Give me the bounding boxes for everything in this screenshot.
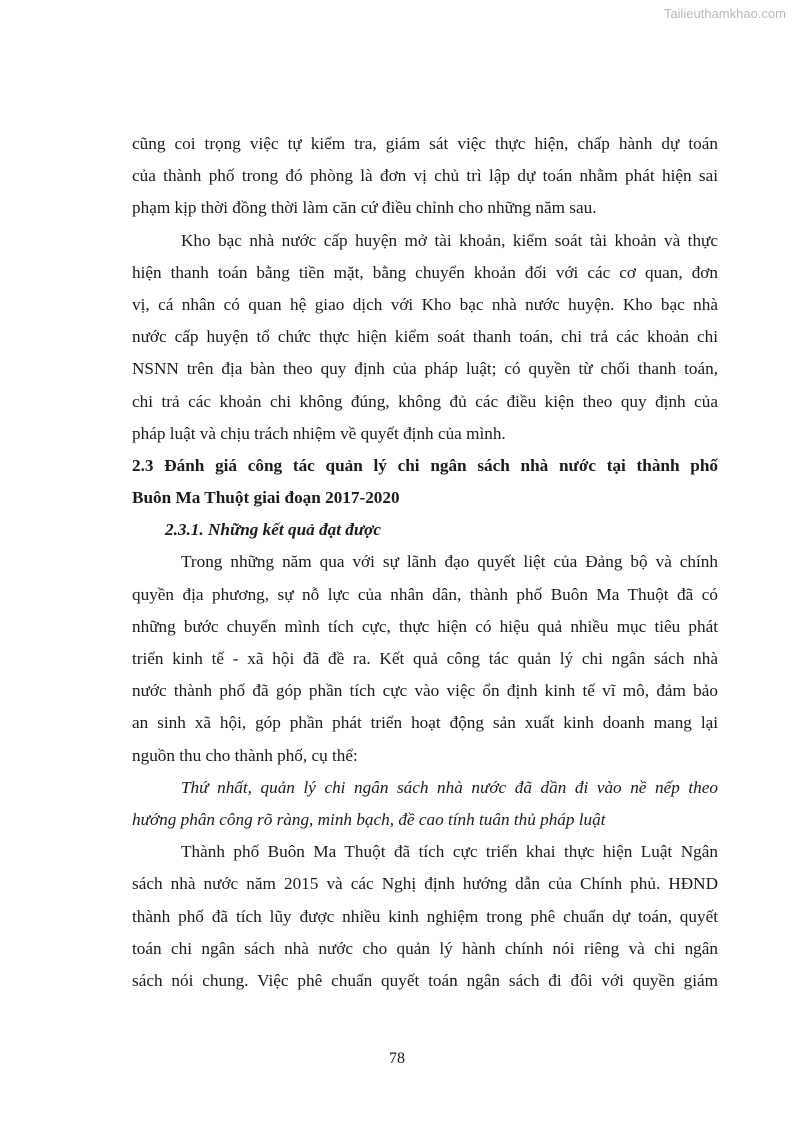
text-line: Trong những năm qua với sự lãnh đạo quyết liệt của Đảng bộ và chính	[181, 552, 718, 572]
text-line: an sinh xã hội, góp phần phát triển hoạt động sản xuất kinh doanh mang lại	[132, 713, 718, 733]
text-line: hiện thanh toán bằng tiền mặt, bằng chuyển khoản đối với các cơ quan, đơn	[132, 262, 718, 282]
text-line: nước cấp huyện tổ chức thực hiện kiểm soát thanh toán, chi trả các khoản chi	[132, 327, 718, 347]
text-line: nguồn thu cho thành phố, cụ thể:	[132, 745, 358, 765]
text-line: những bước chuyển mình tích cực, thực hiện có hiệu quả nhiều mục tiêu phát	[132, 616, 718, 636]
text-line: của thành phố trong đó phòng là đơn vị chủ trì lập dự toán nhằm phát hiện sai	[132, 166, 718, 186]
text-line: pháp luật và chịu trách nhiệm về quyết định của mình.	[132, 423, 506, 443]
subsection-heading: 2.3.1. Những kết quả đạt được	[165, 520, 382, 540]
text-line: triển kinh tế - xã hội đã đề ra. Kết quả công tác quản lý chi ngân sách nhà	[132, 649, 718, 668]
text-line: phạm kịp thời đồng thời làm căn cứ điều chỉnh cho những năm sau.	[132, 198, 597, 218]
italic-point: Thứ nhất, quản lý chi ngân sách nhà nước đã dần đi vào nề nếp theo	[181, 777, 718, 797]
italic-point: hướng phân công rõ ràng, minh bạch, đề cao tính tuân thủ pháp luật	[132, 809, 606, 829]
text-line: NSNN trên địa bàn theo quy định của pháp luật; có quyền từ chối thanh toán,	[132, 359, 718, 379]
text-line: cũng coi trọng việc tự kiểm tra, giám sát việc thực hiện, chấp hành dự toán	[132, 134, 718, 153]
text-line: Kho bạc nhà nước cấp huyện mở tài khoản, kiểm soát tài khoản và thực	[181, 230, 718, 250]
watermark: Tailieuthamkhao.com	[663, 6, 786, 21]
text-line: thành phố đã tích lũy được nhiều kinh nghiệm trong phê chuẩn dự toán, quyết	[132, 906, 718, 926]
text-line: vị, cá nhân có quan hệ giao dịch với Kho bạc nhà nước huyện. Kho bạc nhà	[132, 294, 718, 314]
text-line: toán chi ngân sách nhà nước cho quản lý hành chính nói riêng và chi ngân	[132, 938, 718, 958]
document-body	[132, 128, 718, 997]
text-line: quyền địa phương, sự nỗ lực của nhân dân, thành phố Buôn Ma Thuột đã có	[132, 584, 718, 604]
text-line: nước thành phố đã góp phần tích cực vào việc ổn định kinh tế vĩ mô, đảm bảo	[132, 681, 718, 701]
text-line: sách nói chung. Việc phê chuẩn quyết toán ngân sách đi đôi với quyền giám	[132, 970, 718, 990]
section-heading-cont: Buôn Ma Thuột giai đoạn 2017-2020	[132, 488, 400, 508]
section-heading: 2.3 Đánh giá công tác quản lý chi ngân sách nhà nước tại thành phố	[132, 455, 718, 475]
text-line: sách nhà nước năm 2015 và các Nghị định hướng dẫn của Chính phủ. HĐND	[132, 874, 718, 894]
text-line: chi trả các khoản chi không đúng, không đủ các điều kiện theo quy định của	[132, 391, 718, 411]
page-number: 78	[389, 1050, 405, 1067]
text-line: Thành phố Buôn Ma Thuột đã tích cực triển khai thực hiện Luật Ngân	[181, 842, 718, 862]
